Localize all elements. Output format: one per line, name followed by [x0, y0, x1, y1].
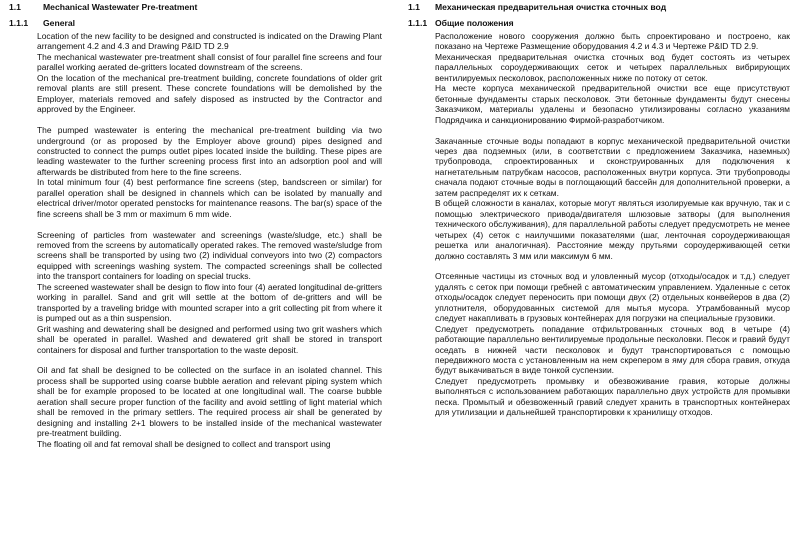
subsection-number: 1.1.1 [9, 18, 29, 28]
body-paragraph: The pumped wastewater is entering the mechanical pre-treatment building via two underground (or as proposed by the Employer above ground) pipes designed and constructed to connect the pumps outlet pipes located inside the building. These pipes are leading wastewater to the further screening process first into an adsorption pool and will afterwards be distributed from here to the fine screens. [37, 125, 382, 177]
body-paragraph: Screening of particles from wastewater and screenings (waste/sludge, etc.) shall be removed from the screens by automatically operated rakes. The removed waste/sludge from screens shall be transported by using two (2) individual conveyors into two (2) compactors equipped with screenings washing system. The compacted screenings shall be collected into the transport containers for loading on special trucks. [37, 229, 382, 282]
section-title: Mechanical Wastewater Pre-treatment [43, 2, 198, 12]
body-paragraph: Oil and fat shall be designed to be collected on the surface in an isolated channel. This process shall be supported using coarse bubble aeration and relevant piping system which shall be for example proposed to be located at one longitudinal wall. The coarse bubble aeration shall secure proper function of the facility and avoid settling of light material which shall be removed in the primary settlers. The required process air shall be generated by designing and installing 2+1 blowers to be installed inside of the mechanical wastewater pre-treatment building. [37, 365, 382, 439]
body-paragraph: The screened wastewater shall be design to flow into four (4) aerated longitudinal de-gritters working in parallel. Sand and grit will settle at the bottom of de-gritters and will be transported by a traveling bridge with mounted scraper into a grit collecting pit from where it is pumped out as a thin suspension. [37, 281, 382, 324]
body-paragraph: Механическая предварительная очистка сточных вод будет состоять из четырех параллельных сороудерживающих сеток и четырех параллельных вибрирующих вентилируемых песколовок, расположенных ниже по потоку от сеток. [435, 51, 790, 83]
body-paragraph: The mechanical wastewater pre-treatment shall consist of four parallel fine screens and four parallel working aerated de-gritters located downstream of the screens. [37, 51, 382, 73]
section-number-ru: 1.1 [408, 2, 420, 12]
body-paragraph: Следует предусмотреть попадание отфильтрованных сточных вод в четыре (4) работающие параллельно вентилируемые продольные песколовки. Песок и гравий будут оседать в нижней части песколовок и будут транспортироваться с помощью передвижного моста с установленным на нем скрепером в яму для сбора гравия, откуда будут выкачиваться в виде тонкой суспензии. [435, 323, 790, 376]
russian-column [408, 0, 793, 418]
body-paragraph: Отсеянные частицы из сточных вод и уловленный мусор (отходы/осадок и т.д.) следует удалять с сеток при помощи гребней с автоматическим управлением. Удаленные с сеток отходы/осадок следует переносить при помощи двух (2) отдельных конвейеров в два (2) уплотнителя, оборудованных системой для мытья мусора. Утрамбованный мусор следует накапливать в грузовых контейнерах для погрузки на специальные грузовики. [435, 271, 790, 324]
russian-body [435, 31, 790, 418]
body-paragraph: В общей сложности в каналах, которые могут являться изолируемые как вручную, так и с помощью электрического привода/двигателя шлюзовые затворы (для выполнения технического обслуживания), для параллельной работы следует предусмотреть не менее четырех (4) сеток с наилучшими показателями (шаг, ленточная сороудерживающая решетка или аналогичная). Расстояние между прутьями сороудерживающей сетки должно составлять 3 мм или максимум 6 мм. [435, 198, 790, 261]
subsection-heading-ru [408, 16, 793, 30]
body-paragraph: Location of the new facility to be designed and constructed is indicated on the Drawing Plant arrangement 4.2 and 4.3 and Drawing P&ID TD 2.9 [37, 31, 382, 52]
body-paragraph: The floating oil and fat removal shall be designed to collect and transport using [37, 438, 331, 449]
section-title-ru: Механическая предварительная очистка сточных вод [435, 2, 667, 12]
subsection-title-ru: Общие положения [435, 18, 514, 28]
subsection-number-ru: 1.1.1 [408, 18, 428, 28]
body-paragraph: Следует предусмотреть промывку и обезвоживание гравия, которые должны выполняться с использованием работающих параллельно двух устройств для промывки песка. Промытый и обезвоженный гравий следует хранить в транспортных контейнерах для утилизации и дальнейшей транспортировки к хранилищу отходов. [435, 375, 790, 418]
body-paragraph: On the location of the mechanical pre-treatment building, concrete foundations of older grit removal plants are still present. These concrete foundations will be demolished by the Employer, materials removed and safely disposed as instructed by the Contractor and approved by the Engineer. [37, 72, 382, 115]
section-number: 1.1 [9, 2, 21, 12]
subsection-title: General [43, 18, 76, 28]
body-paragraph: Расположение нового сооружения должно быть спроектировано и построено, как показано на Чертеже Размещение оборудования 4.2 и 4.3 и Чертеже P&ID TD 2.9. [435, 31, 790, 52]
subsection-heading [0, 16, 392, 30]
section-heading [0, 0, 392, 14]
body-paragraph: На месте корпуса механической предварительной очистки все еще присутствуют бетонные фундаменты старых песколовок. Эти бетонные фундаменты будут снесены Заказчиком, материалы удалены и безопасно утилизированы согласно указаниям Подрядчика и санкционированию Фирмой-разработчиком. [435, 83, 790, 125]
body-paragraph: In total minimum four (4) best performance fine screens (step, bandscreen or similar) for parallel operation shall be designed in channels which can be isolated by manually and electrical driver/motor operated penstocks for maintenance reasons. The bar(s) space of the fine screens shall be 3 mm or maximum 6 mm wide. [37, 177, 382, 219]
body-paragraph: Закачанные сточные воды попадают в корпус механической предварительной очистки через два подземных (или, в соответствии с предложением Заказчика, наземных) трубопровода, спроектированных и сконструированных для подключения к нагнетательным патрубкам насосов, расположенных внутри корпуса. Эти трубопроводы сначала подают сточные воды в поглощающий бассейн для дополнительной проверки, а затем распределят их к сеткам. [435, 135, 790, 198]
english-body [37, 31, 382, 449]
body-paragraph: Grit washing and dewatering shall be designed and performed using two grit washers which shall be operated in parallel. Washed and dewatered grit shall be stored in transport containers for disposal and further transportation to the waste deposit. [37, 323, 382, 355]
english-column [0, 0, 392, 449]
section-heading-ru [408, 0, 793, 14]
